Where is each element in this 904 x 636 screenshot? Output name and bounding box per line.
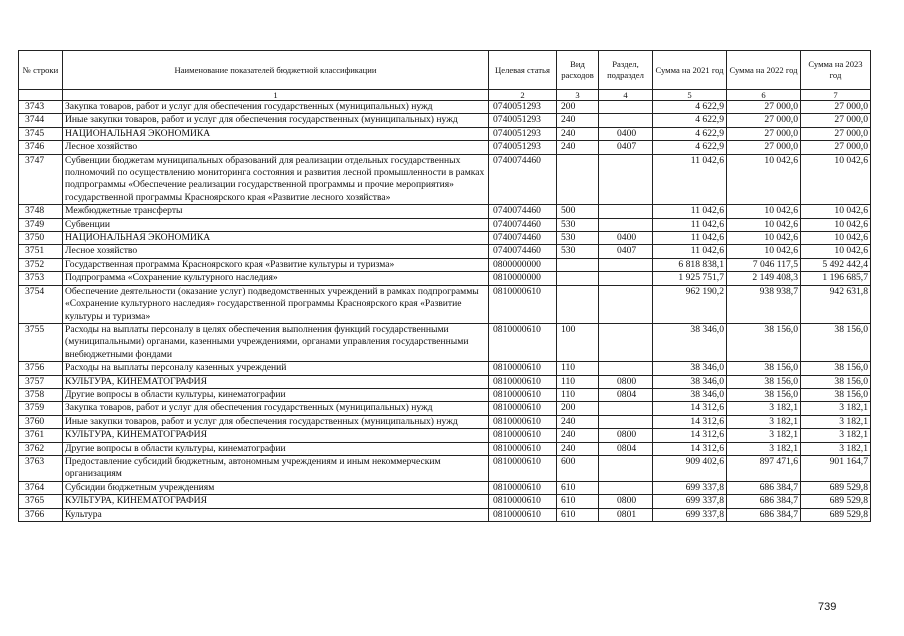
row-number: 3747 [19,154,63,205]
sum-2021: 38 346,0 [653,323,727,361]
sum-2023: 27 000,0 [801,101,871,114]
table-row [19,141,871,154]
sum-2023: 3 182,1 [801,402,871,415]
header-section: Раздел, подраздел [599,51,653,90]
row-number: 3755 [19,323,63,361]
sum-2023: 1 196 685,7 [801,272,871,285]
sum-2022: 3 182,1 [727,415,801,428]
sum-2021: 11 042,6 [653,218,727,231]
indicator-name: Расходы на выплаты персоналу казенных учреждений [63,362,489,375]
sum-2023: 27 000,0 [801,127,871,140]
target-article: 0740051293 [489,127,557,140]
row-number: 3761 [19,429,63,442]
target-article: 0810000610 [489,323,557,361]
header-sum-2021: Сумма на 2021 год [653,51,727,90]
indicator-name: Обеспечение деятельности (оказание услуг) подведомственных учреждений в рамках подпрограммы «Сохранение культурного наследия» государственной программы Красноярского края «Развитие культуры и туризма» [63,285,489,323]
target-article: 0740051293 [489,101,557,114]
sum-2022: 938 938,7 [727,285,801,323]
table-row [19,362,871,375]
target-article: 0800000000 [489,258,557,271]
header-row [19,51,871,90]
sum-2023: 27 000,0 [801,114,871,127]
sum-2021: 11 042,6 [653,232,727,245]
sum-2023: 10 042,6 [801,232,871,245]
indicator-name: Другие вопросы в области культуры, кинематографии [63,442,489,455]
table-row [19,481,871,494]
target-article: 0810000610 [489,481,557,494]
section-code: 0400 [599,127,653,140]
budget-page [18,50,870,522]
target-article: 0740074460 [489,205,557,218]
table-row [19,495,871,508]
row-number: 3746 [19,141,63,154]
row-number: 3753 [19,272,63,285]
target-article: 0810000610 [489,415,557,428]
indicator-name: Другие вопросы в области культуры, кинематографии [63,388,489,401]
target-article: 0740074460 [489,218,557,231]
sum-2021: 14 312,6 [653,442,727,455]
column-number [19,90,63,101]
table-row [19,205,871,218]
row-number: 3748 [19,205,63,218]
section-code: 0800 [599,495,653,508]
table-row [19,245,871,258]
expense-type: 530 [557,218,599,231]
sum-2022: 38 156,0 [727,362,801,375]
target-article: 0810000610 [489,455,557,481]
table-row [19,154,871,205]
column-number-row [19,90,871,101]
sum-2023: 689 529,8 [801,508,871,521]
table-body [19,101,871,522]
sum-2023: 3 182,1 [801,429,871,442]
indicator-name: Закупка товаров, работ и услуг для обеспечения государственных (муниципальных) нужд [63,402,489,415]
target-article: 0810000610 [489,388,557,401]
section-code [599,258,653,271]
sum-2021: 38 346,0 [653,375,727,388]
page-number: 739 [818,601,837,613]
sum-2021: 909 402,6 [653,455,727,481]
sum-2021: 6 818 838,1 [653,258,727,271]
table-row [19,218,871,231]
sum-2021: 38 346,0 [653,362,727,375]
budget-table [18,50,871,522]
sum-2021: 11 042,6 [653,205,727,218]
target-article: 0810000610 [489,362,557,375]
sum-2023: 10 042,6 [801,245,871,258]
sum-2022: 3 182,1 [727,402,801,415]
row-number: 3756 [19,362,63,375]
indicator-name: КУЛЬТУРА, КИНЕМАТОГРАФИЯ [63,429,489,442]
expense-type: 530 [557,245,599,258]
table-row [19,323,871,361]
expense-type: 240 [557,127,599,140]
expense-type: 600 [557,455,599,481]
table-row [19,375,871,388]
column-number: 5 [653,90,727,101]
column-number: 4 [599,90,653,101]
sum-2021: 699 337,8 [653,481,727,494]
table-row [19,442,871,455]
section-code: 0800 [599,375,653,388]
sum-2021: 962 190,2 [653,285,727,323]
expense-type: 610 [557,495,599,508]
section-code: 0407 [599,141,653,154]
indicator-name: Закупка товаров, работ и услуг для обеспечения государственных (муниципальных) нужд [63,101,489,114]
target-article: 0740074460 [489,245,557,258]
section-code [599,455,653,481]
row-number: 3751 [19,245,63,258]
sum-2021: 699 337,8 [653,508,727,521]
expense-type: 240 [557,141,599,154]
indicator-name: Субвенции [63,218,489,231]
indicator-name: Иные закупки товаров, работ и услуг для обеспечения государственных (муниципальных) нужд [63,114,489,127]
column-number: 3 [557,90,599,101]
sum-2022: 10 042,6 [727,218,801,231]
sum-2022: 7 046 117,5 [727,258,801,271]
expense-type: 240 [557,114,599,127]
indicator-name: Субвенции бюджетам муниципальных образований для реализации отдельных государственных полномочий по осуществлению мониторинга состояния и развития лесной промышленности в рамках подпрограммы «Обеспечение реализации государственной программы и прочие мероприятия» государственной программы Красноярского края «Развитие лесного хозяйства» [63,154,489,205]
indicator-name: Лесное хозяйство [63,141,489,154]
section-code [599,402,653,415]
sum-2022: 27 000,0 [727,141,801,154]
row-number: 3759 [19,402,63,415]
column-number: 1 [63,90,489,101]
sum-2021: 14 312,6 [653,415,727,428]
indicator-name: Культура [63,508,489,521]
indicator-name: Государственная программа Красноярского края «Развитие культуры и туризма» [63,258,489,271]
sum-2021: 699 337,8 [653,495,727,508]
target-article: 0740051293 [489,114,557,127]
row-number: 3744 [19,114,63,127]
sum-2023: 38 156,0 [801,362,871,375]
row-number: 3752 [19,258,63,271]
column-number: 7 [801,90,871,101]
expense-type [557,154,599,205]
expense-type: 240 [557,429,599,442]
table-row [19,285,871,323]
expense-type [557,258,599,271]
sum-2022: 27 000,0 [727,101,801,114]
section-code [599,481,653,494]
sum-2023: 3 182,1 [801,415,871,428]
sum-2021: 38 346,0 [653,388,727,401]
expense-type: 200 [557,402,599,415]
sum-2023: 38 156,0 [801,388,871,401]
row-number: 3766 [19,508,63,521]
expense-type: 110 [557,375,599,388]
sum-2023: 689 529,8 [801,495,871,508]
section-code [599,154,653,205]
row-number: 3750 [19,232,63,245]
indicator-name: Субсидии бюджетным учреждениям [63,481,489,494]
section-code [599,323,653,361]
row-number: 3757 [19,375,63,388]
table-row [19,101,871,114]
sum-2021: 14 312,6 [653,429,727,442]
sum-2022: 897 471,6 [727,455,801,481]
table-row [19,415,871,428]
header-row-no: № строки [19,51,63,90]
sum-2021: 4 622,9 [653,101,727,114]
sum-2022: 10 042,6 [727,205,801,218]
row-number: 3743 [19,101,63,114]
sum-2022: 38 156,0 [727,323,801,361]
table-row [19,258,871,271]
expense-type: 240 [557,415,599,428]
sum-2021: 4 622,9 [653,127,727,140]
sum-2022: 27 000,0 [727,114,801,127]
sum-2022: 3 182,1 [727,442,801,455]
target-article: 0810000610 [489,285,557,323]
sum-2021: 14 312,6 [653,402,727,415]
table-row [19,232,871,245]
table-row [19,455,871,481]
row-number: 3749 [19,218,63,231]
indicator-name: НАЦИОНАЛЬНАЯ ЭКОНОМИКА [63,232,489,245]
section-code [599,205,653,218]
header-target: Целевая статья [489,51,557,90]
row-number: 3758 [19,388,63,401]
sum-2023: 10 042,6 [801,205,871,218]
sum-2022: 10 042,6 [727,154,801,205]
row-number: 3760 [19,415,63,428]
sum-2023: 27 000,0 [801,141,871,154]
sum-2021: 11 042,6 [653,245,727,258]
indicator-name: НАЦИОНАЛЬНАЯ ЭКОНОМИКА [63,127,489,140]
column-number: 6 [727,90,801,101]
sum-2022: 38 156,0 [727,375,801,388]
section-code [599,362,653,375]
sum-2023: 689 529,8 [801,481,871,494]
target-article: 0740074460 [489,154,557,205]
header-sum-2022: Сумма на 2022 год [727,51,801,90]
table-row [19,402,871,415]
header-type: Вид расходов [557,51,599,90]
indicator-name: Иные закупки товаров, работ и услуг для обеспечения государственных (муниципальных) нужд [63,415,489,428]
sum-2023: 942 631,8 [801,285,871,323]
row-number: 3763 [19,455,63,481]
expense-type: 610 [557,508,599,521]
sum-2022: 10 042,6 [727,245,801,258]
section-code: 0804 [599,388,653,401]
row-number: 3745 [19,127,63,140]
target-article: 0810000610 [489,375,557,388]
indicator-name: Предоставление субсидий бюджетным, автономным учреждениям и иным некоммерческим организациям [63,455,489,481]
section-code [599,285,653,323]
sum-2022: 27 000,0 [727,127,801,140]
header-name: Наименование показателей бюджетной классификации [63,51,489,90]
indicator-name: Подпрограмма «Сохранение культурного наследия» [63,272,489,285]
table-row [19,508,871,521]
expense-type: 100 [557,323,599,361]
expense-type: 200 [557,101,599,114]
target-article: 0810000000 [489,272,557,285]
expense-type [557,285,599,323]
section-code: 0400 [599,232,653,245]
expense-type [557,272,599,285]
sum-2022: 686 384,7 [727,508,801,521]
target-article: 0740051293 [489,141,557,154]
section-code: 0804 [599,442,653,455]
sum-2022: 686 384,7 [727,495,801,508]
sum-2022: 686 384,7 [727,481,801,494]
sum-2023: 38 156,0 [801,323,871,361]
sum-2021: 11 042,6 [653,154,727,205]
expense-type: 500 [557,205,599,218]
indicator-name: КУЛЬТУРА, КИНЕМАТОГРАФИЯ [63,375,489,388]
section-code [599,114,653,127]
row-number: 3754 [19,285,63,323]
sum-2023: 10 042,6 [801,154,871,205]
sum-2023: 901 164,7 [801,455,871,481]
table-row [19,272,871,285]
indicator-name: Расходы на выплаты персоналу в целях обеспечения выполнения функций государственными (муниципальными) органами, казенными учреждениями, органами управления государственными внебюджетными фондами [63,323,489,361]
expense-type: 610 [557,481,599,494]
sum-2021: 4 622,9 [653,114,727,127]
table-row [19,127,871,140]
target-article: 0810000610 [489,402,557,415]
sum-2023: 38 156,0 [801,375,871,388]
section-code [599,415,653,428]
section-code [599,101,653,114]
table-row [19,114,871,127]
section-code: 0801 [599,508,653,521]
table-row [19,388,871,401]
sum-2023: 10 042,6 [801,218,871,231]
indicator-name: КУЛЬТУРА, КИНЕМАТОГРАФИЯ [63,495,489,508]
sum-2023: 5 492 442,4 [801,258,871,271]
target-article: 0810000610 [489,508,557,521]
section-code: 0407 [599,245,653,258]
sum-2021: 1 925 751,7 [653,272,727,285]
section-code: 0800 [599,429,653,442]
column-number: 2 [489,90,557,101]
target-article: 0740074460 [489,232,557,245]
sum-2022: 2 149 408,3 [727,272,801,285]
row-number: 3762 [19,442,63,455]
sum-2021: 4 622,9 [653,141,727,154]
header-sum-2023: Сумма на 2023 год [801,51,871,90]
indicator-name: Межбюджетные трансферты [63,205,489,218]
expense-type: 530 [557,232,599,245]
sum-2022: 10 042,6 [727,232,801,245]
target-article: 0810000610 [489,495,557,508]
table-row [19,429,871,442]
expense-type: 110 [557,362,599,375]
expense-type: 240 [557,442,599,455]
sum-2023: 3 182,1 [801,442,871,455]
sum-2022: 3 182,1 [727,429,801,442]
target-article: 0810000610 [489,429,557,442]
target-article: 0810000610 [489,442,557,455]
row-number: 3764 [19,481,63,494]
section-code [599,272,653,285]
indicator-name: Лесное хозяйство [63,245,489,258]
row-number: 3765 [19,495,63,508]
expense-type: 110 [557,388,599,401]
sum-2022: 38 156,0 [727,388,801,401]
section-code [599,218,653,231]
